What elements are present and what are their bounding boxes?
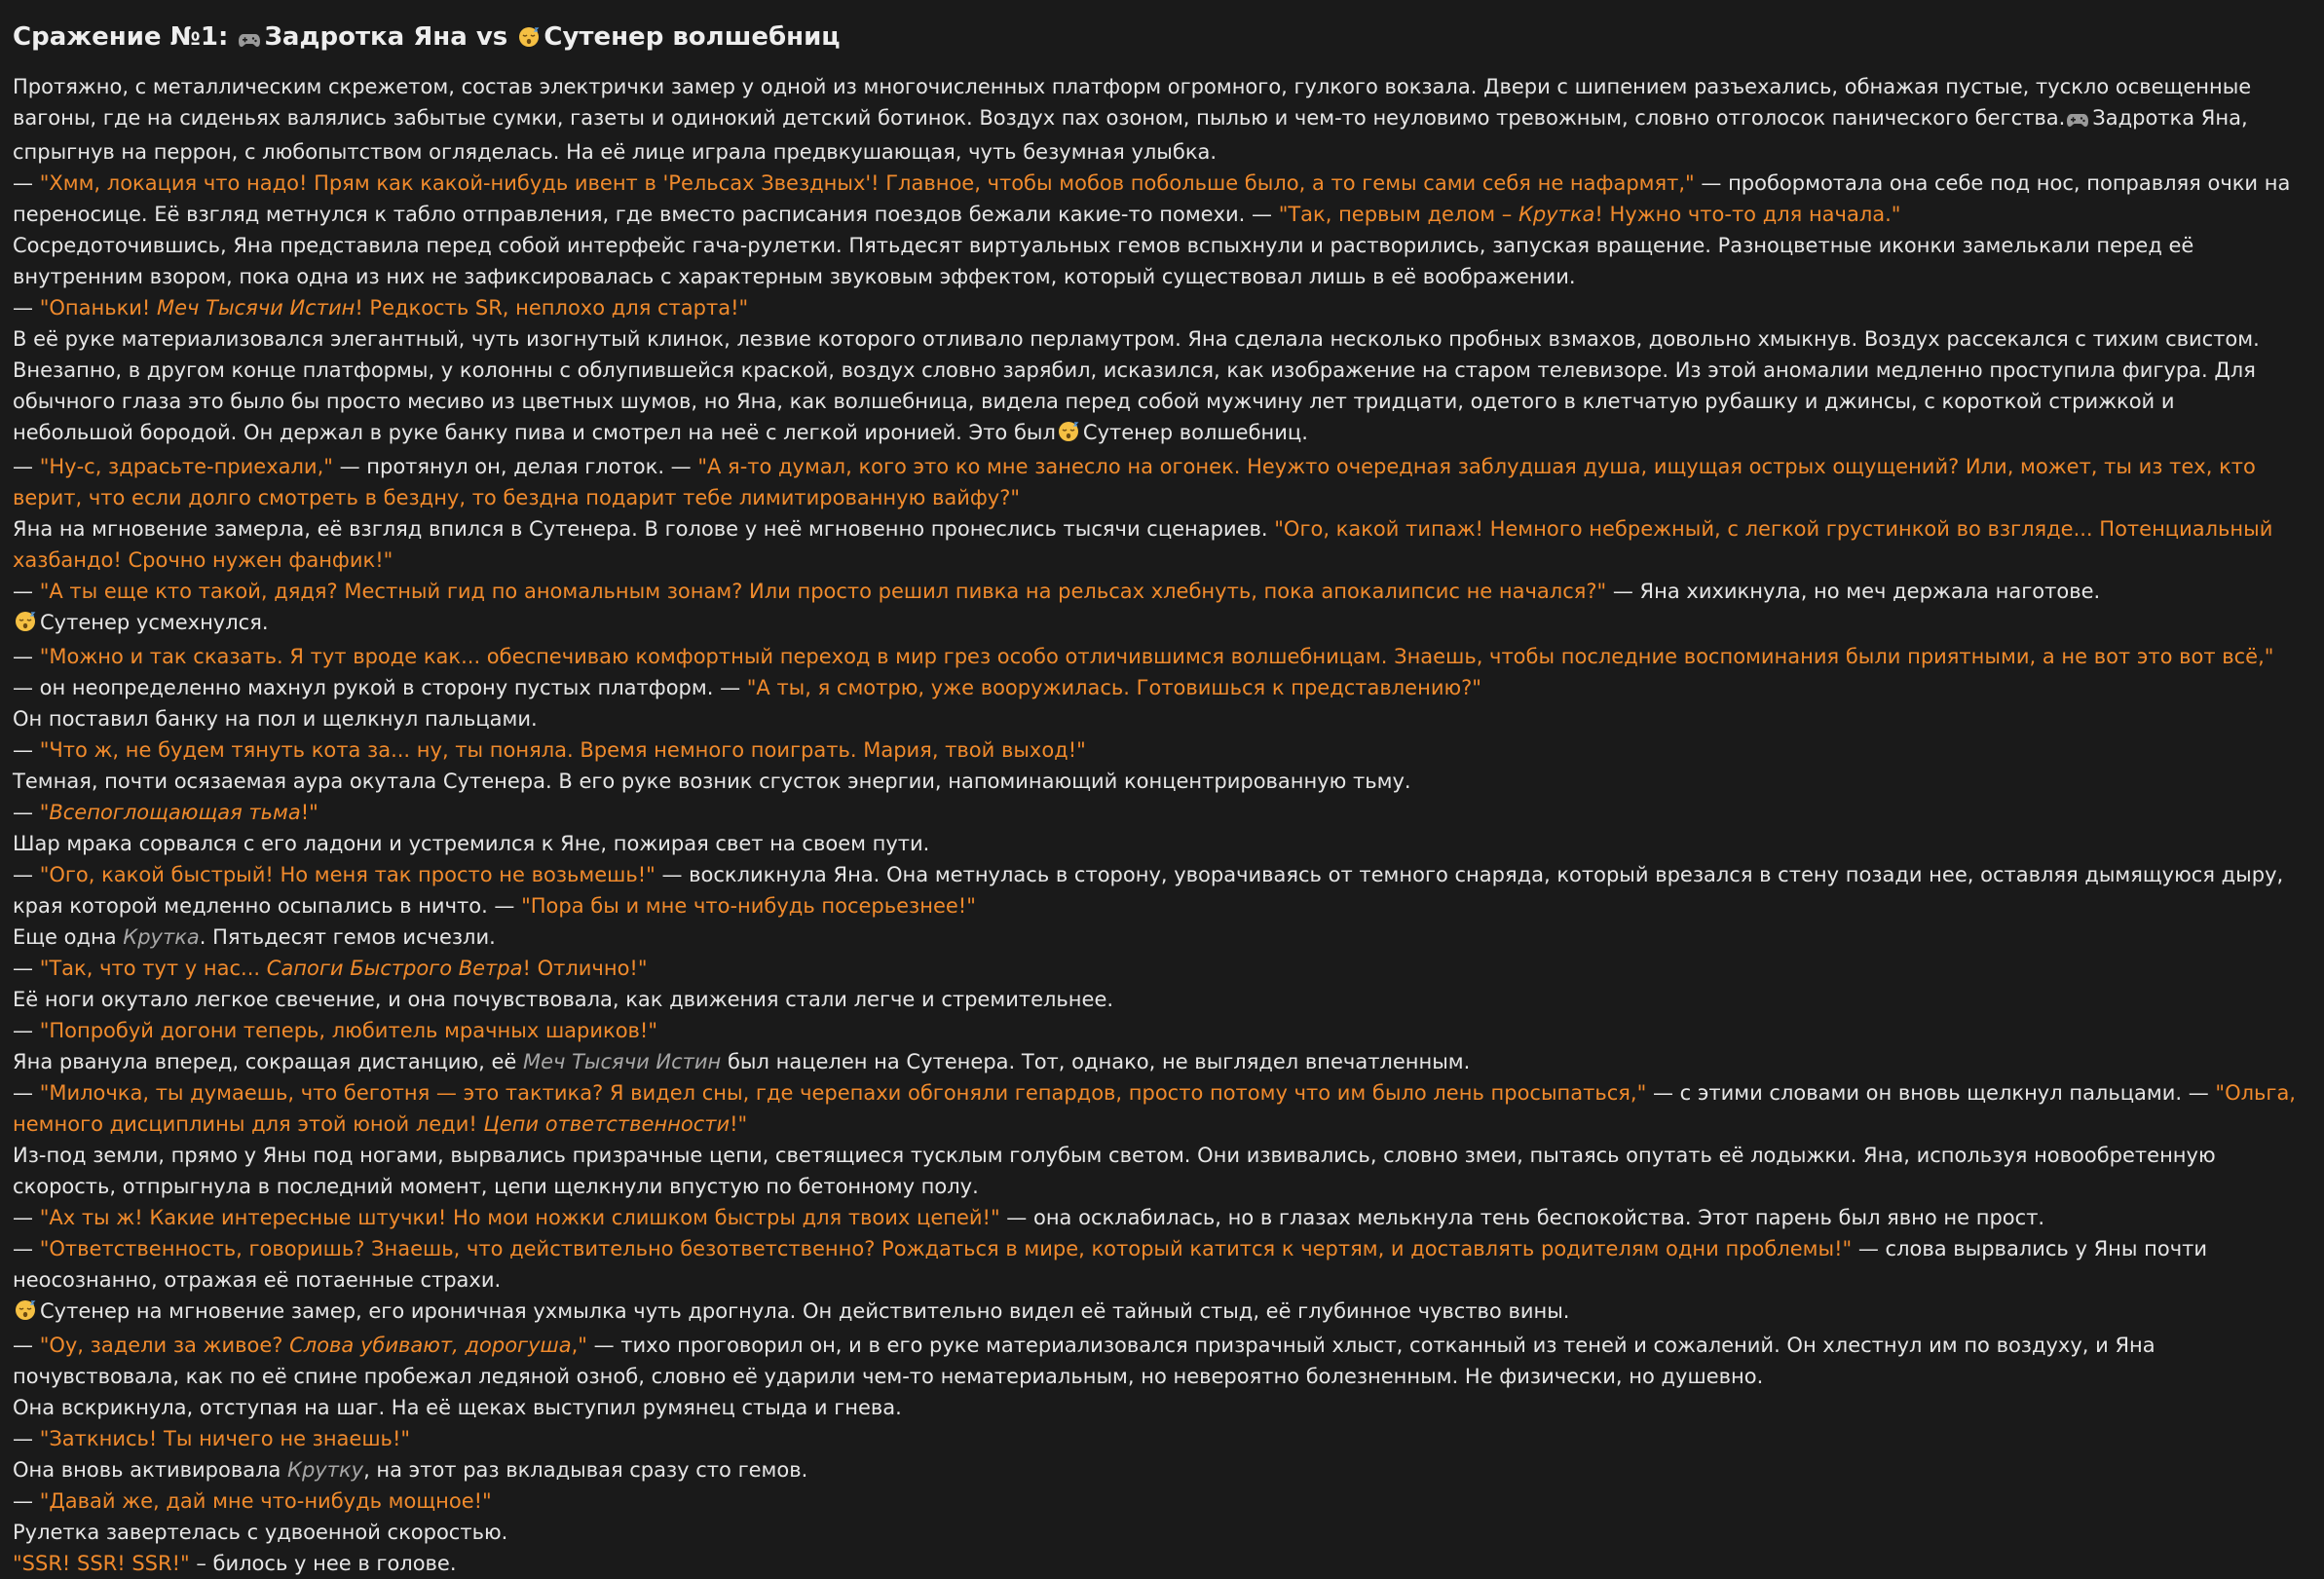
emphasized-quote: Меч Тысячи Истин [157, 296, 356, 320]
narration-text: — [13, 1206, 40, 1229]
story-paragraph [13, 1485, 2297, 1517]
story-paragraph [13, 1046, 2297, 1077]
story-paragraph [13, 1330, 2297, 1392]
story-body [13, 71, 2297, 1579]
narration-text: — тихо проговорил он, и в его руке материализовался призрачный хлыст, сотканный из теней и сожалений. Он хлестнул им по воздуху, и Яна почувствовала, как по её спине пробежал ледяной озноб, словно её ударили чем-то нематериальным, но невероятно болезненным. Не физически, но душевно. [13, 1334, 2155, 1388]
story-paragraph [13, 71, 2297, 168]
dialogue-quote: "Давай же, дай мне что-нибудь мощное!" [39, 1489, 492, 1513]
dialogue-quote: "А ты, я смотрю, уже вооружилась. Готовишься к представлению?" [746, 676, 1481, 699]
story-paragraph [13, 1233, 2297, 1296]
narration-text: — [13, 1019, 40, 1042]
story-paragraph [13, 607, 2297, 641]
narration-text: Из-под земли, прямо у Яны под ногами, вырвались призрачные цепи, светящиеся тусклым голубым светом. Они извивались, словно змеи, пытаясь опутать её лодыжки. Яна, используя новообретенную скорость, отпрыгнула в последний момент, цепи щелкнули впустую по бетонному полу. [13, 1144, 2216, 1198]
story-paragraph [13, 828, 2297, 859]
narration-text: — слова вырвались у Яны почти неосознанно, отражая её потаенные страхи. [13, 1237, 2208, 1292]
dialogue-quote: "Ах ты ж! Какие интересные штучки! Но мои ножки слишком быстры для твоих цепей!" [39, 1206, 1000, 1229]
dialogue-quote: "Ого, какой быстрый! Но меня так просто не возьмешь!" [39, 863, 656, 886]
dialogue-quote: "Милочка, ты думаешь, что беготня — это тактика? Я видел сны, где черепахи обгоняли гепардов, просто потому что им было лень просыпаться," [39, 1081, 1647, 1105]
narration-text: — [13, 1427, 40, 1450]
title-prefix: Сражение №1: [13, 22, 229, 52]
narration-text: Протяжно, с металлическим скрежетом, состав электрички замер у одной из многочисленных платформ огромного, гулкого вокзала. Двери с шипением разъехались, обнажая пустые, тускло освещенные вагоны, где на сиденьях валялись забытые сумки, газеты и одинокий детский ботинок. Воздух пах озоном, пылью и чем-то неуловимо тревожным, словно отголосок панического бегства. [13, 75, 2252, 130]
narration-text: Яна на мгновение замерла, её взгляд впился в Сутенера. В голове у неё мгновенно пронеслись тысячи сценариев. [13, 517, 1275, 541]
story-paragraph [13, 1423, 2297, 1454]
narration-text: — [13, 1081, 40, 1105]
story-paragraph [13, 1077, 2297, 1140]
dialogue-quote: "Попробуй догони теперь, любитель мрачных шариков!" [39, 1019, 657, 1042]
dialogue-quote: "Так, что тут у нас... [39, 957, 267, 980]
story-paragraph [13, 859, 2297, 921]
narration-text: — [13, 738, 40, 762]
narration-text: — протянул он, делая глоток. — [332, 455, 698, 478]
narration-text: , на этот раз вкладывая сразу сто гемов. [363, 1458, 808, 1482]
narration-text: — [13, 645, 40, 668]
dialogue-quote: ," [571, 1334, 587, 1357]
dialogue-quote: ! Редкость SR, неплохо для старта!" [355, 296, 749, 320]
narration-text: — [13, 580, 40, 603]
story-paragraph [13, 953, 2297, 984]
sleepy-face-icon [518, 20, 540, 59]
emphasized-quote: Слова убивают, дорогуша [289, 1334, 572, 1357]
story-paragraph [13, 1140, 2297, 1202]
dialogue-quote: "А я-то думал, кого это ко мне занесло на огонек. Неужто очередная заблудшая душа, ищущая острых ощущений? Или, может, ты из тех, кто верит, что если долго смотреть в бездну, то бездна подарит тебе лимитированную вайфу?" [13, 455, 2256, 509]
narration-text: Он поставил банку на пол и щелкнул пальцами. [13, 707, 538, 731]
emphasized-quote: Цепи ответственности [483, 1112, 731, 1136]
story-paragraph [13, 1454, 2297, 1485]
narration-text: Темная, почти осязаемая аура окутала Сутенера. В его руке возник сгусток энергии, напоминающий концентрированную тьму. [13, 770, 1411, 793]
narration-text: был нацелен на Сутенера. Тот, однако, не выглядел впечатленным. [721, 1050, 1471, 1073]
narration-text: Её ноги окутало легкое свечение, и она почувствовала, как движения стали легче и стремительнее. [13, 988, 1114, 1011]
dialogue-quote: "Ну-с, здрасьте-приехали," [39, 455, 333, 478]
narration-text: — он неопределенно махнул рукой в сторону пустых платформ. — [13, 676, 747, 699]
dialogue-quote: "Можно и так сказать. Я тут вроде как... обеспечиваю комфортный переход в мир грез особо отличившимся волшебницам. Знаешь, чтобы последние воспоминания были приятными, а не вот это вот всё," [39, 645, 2274, 668]
story-paragraph [13, 323, 2297, 355]
narration-text: — пробормотала она себе под нос, поправляя очки на переносице. Её взгляд метнулся к табло отправления, где вместо расписания поездов бежали какие-то помехи. — [13, 171, 2291, 226]
narration-text: — она осклабилась, но в глазах мелькнула тень беспокойства. Этот парень был явно не прост. [999, 1206, 2045, 1229]
narration-text: — [13, 957, 40, 980]
narration-text: — Яна хихикнула, но меч держала наготове. [1606, 580, 2101, 603]
story-paragraph [13, 1202, 2297, 1233]
narration-text: — с этими словами он вновь щелкнул пальцами. — [1646, 1081, 2216, 1105]
sleepy-face-icon [15, 610, 36, 641]
story-paragraph [13, 168, 2297, 230]
narration-text: Она вновь активировала [13, 1458, 288, 1482]
narration-text: Сутенер на мгновение замер, его ироничная ухмылка чуть дрогнула. Он действительно видел её тайный стыд, её глубинное чувство вины. [40, 1299, 1570, 1323]
dialogue-quote: "Ответственность, говоришь? Знаешь, что действительно безответственно? Рождаться в мире, который катится к чертям, и доставлять родителям одни проблемы!" [39, 1237, 1853, 1260]
narration-text: В её руке материализовался элегантный, чуть изогнутый клинок, лезвие которого отливало перламутром. Яна сделала несколько пробных взмахов, довольно хмыкнув. Воздух рассекался с тихим свистом. [13, 327, 2260, 351]
dialogue-quote: "SSR! SSR! SSR!" [13, 1552, 190, 1575]
story-document [13, 18, 2297, 1579]
narration-text: — [13, 171, 40, 195]
narration-text: Внезапно, в другом конце платформы, у колонны с облупившейся краской, воздух словно зарябил, исказился, как изображение на старом телевизоре. Из этой аномалии медленно проступила фигура. Для обычного глаза это было бы просто месиво из цветных шумов, но Яна, как волшебница, видела перед собой мужчину лет тридцати, одетого в клетчатую рубашку и джинсы, с короткой стрижкой и небольшой бородой. Он держал в руке банку пива и смотрел на неё с легкой иронией. Это был [13, 358, 2256, 444]
sleepy-face-icon [15, 1298, 36, 1330]
narration-text: Сутенер усмехнулся. [40, 611, 269, 634]
dialogue-quote: "А ты еще кто такой, дядя? Местный гид по аномальным зонам? Или просто решил пивка на рельсах хлебнуть, пока апокалипсис не начался?" [39, 580, 1607, 603]
narration-text: . Пятьдесят гемов исчезли. [199, 925, 496, 949]
gamepad-icon [2067, 105, 2088, 136]
narration-text: Яна рванула вперед, сокращая дистанцию, её [13, 1050, 523, 1073]
vs-label: vs [475, 22, 508, 52]
dialogue-quote: "Пора бы и мне что-нибудь посерьезнее!" [521, 894, 976, 918]
narration-text: Она вскрикнула, отступая на шаг. На её щеках выступил румянец стыда и гнева. [13, 1396, 902, 1419]
emphasized-term: Крутку [287, 1458, 364, 1482]
narration-text: — [13, 1334, 40, 1357]
story-paragraph [13, 576, 2297, 607]
story-paragraph [13, 734, 2297, 766]
emphasized-term: Меч Тысячи Истин [522, 1050, 722, 1073]
story-paragraph [13, 451, 2297, 513]
story-paragraph [13, 1548, 2297, 1579]
narration-text: Еще одна [13, 925, 124, 949]
narration-text: Шар мрака сорвался с его ладони и устремился к Яне, пожирая свет на своем пути. [13, 832, 930, 855]
dialogue-quote: !" [730, 1112, 748, 1136]
story-paragraph [13, 1392, 2297, 1423]
story-paragraph [13, 230, 2297, 292]
emphasized-quote: Всепоглощающая тьма [49, 801, 301, 824]
dialogue-quote: "Ого, какой типаж! Немного небрежный, с легкой грустинкой во взгляде... Потенциальный хазбандо! Срочно нужен фанфик!" [13, 517, 2273, 572]
dialogue-quote: "Хмм, локация что надо! Прям как какой-нибудь ивент в 'Рельсах Звездных'! Главное, чтобы мобов побольше было, а то гемы сами себя не нафармят," [39, 171, 1695, 195]
story-paragraph [13, 1015, 2297, 1046]
narration-text: Рулетка завертелась с удвоенной скоростью. [13, 1521, 508, 1544]
story-paragraph [13, 703, 2297, 734]
battle-title [13, 18, 2297, 59]
narration-text: — [13, 296, 40, 320]
narration-text: Сосредоточившись, Яна представила перед собой интерфейс гача-рулетки. Пятьдесят виртуальных гемов вспыхнули и растворились, запуская вращение. Разноцветные иконки замелькали перед её внутренним взором, пока одна из них не зафиксировалась с характерным звуковым эффектом, который существовал лишь в её воображении. [13, 234, 2194, 288]
story-paragraph [13, 292, 2297, 323]
narration-text: — воскликнула Яна. Она метнулась в сторону, уворачиваясь от темного снаряда, который врезался в стену позади нее, оставляя дымящуюся дыру, края которой медленно осыпались в ничто. — [13, 863, 2284, 918]
narration-text: Задротка Яна, спрыгнув на перрон, с любопытством огляделась. На её лице играла предвкушающая, чуть безумная улыбка. [13, 106, 2248, 164]
story-paragraph [13, 984, 2297, 1015]
dialogue-quote: "Что ж, не будем тянуть кота за... ну, ты поняла. Время немного поиграть. Мария, твой выход!" [39, 738, 1086, 762]
dialogue-quote: "Оу, задели за живое? [39, 1334, 290, 1357]
fighter-2-name: Сутенер волшебниц [544, 22, 841, 52]
dialogue-quote: ! Отлично!" [522, 957, 648, 980]
story-paragraph [13, 797, 2297, 828]
gamepad-icon [239, 20, 260, 59]
dialogue-quote: "Так, первым делом – [1278, 203, 1518, 226]
emphasized-quote: Крутка [1518, 203, 1595, 226]
narration-text: — [13, 455, 40, 478]
emphasized-quote: Сапоги Быстрого Ветра [266, 957, 523, 980]
sleepy-face-icon [1058, 420, 1079, 451]
narration-text: — [13, 1489, 40, 1513]
story-paragraph [13, 513, 2297, 576]
story-paragraph [13, 921, 2297, 953]
dialogue-quote: "Опаньки! [39, 296, 158, 320]
dialogue-quote: !" [300, 801, 319, 824]
story-paragraph [13, 766, 2297, 797]
story-paragraph [13, 1296, 2297, 1330]
narration-text: Сутенер волшебниц. [1082, 421, 1308, 444]
narration-text: — [13, 863, 40, 886]
dialogue-quote: ! Нужно что-то для начала." [1594, 203, 1901, 226]
emphasized-term: Крутка [123, 925, 200, 949]
fighter-1-name: Задротка Яна [264, 22, 468, 52]
narration-text: — [13, 1237, 40, 1260]
narration-text: — [13, 801, 40, 824]
story-paragraph [13, 641, 2297, 703]
dialogue-quote: "Заткнись! Ты ничего не знаешь!" [39, 1427, 411, 1450]
story-paragraph [13, 1517, 2297, 1548]
dialogue-quote: "Ольга, немного дисциплины для этой юной леди! [13, 1081, 2296, 1136]
story-paragraph [13, 355, 2297, 451]
dialogue-quote: " [39, 801, 50, 824]
narration-text: – билось у нее в голове. [189, 1552, 457, 1575]
